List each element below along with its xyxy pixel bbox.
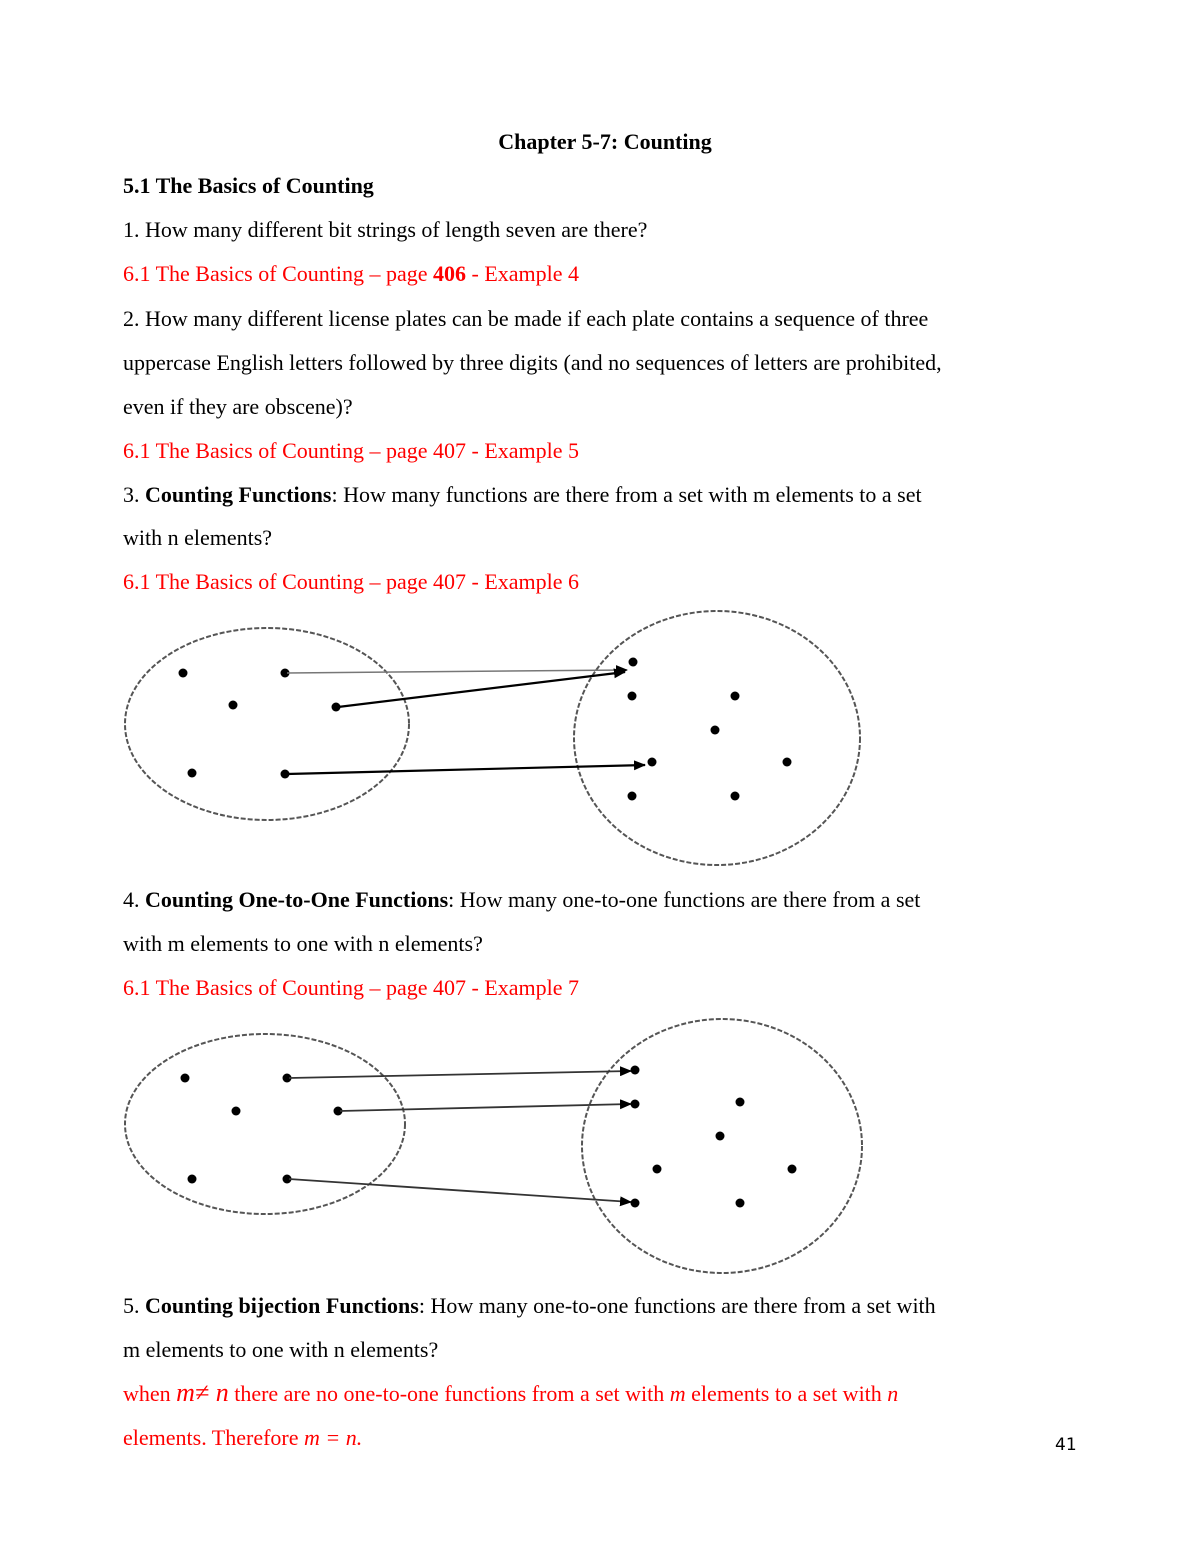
question-3-rest: : How many functions are there from a set with m elements to a set <box>331 482 922 507</box>
mapping-arrows <box>289 1071 631 1202</box>
reference-2-post: - Example 5 <box>466 438 580 463</box>
mapping-arrow <box>287 765 645 774</box>
question-4-term: Counting One-to-One Functions <box>145 887 449 912</box>
question-5-line-1 <box>123 1292 936 1320</box>
codomain-set-ellipse <box>582 1019 862 1273</box>
answer-n: n <box>887 1381 899 1406</box>
element-dot <box>731 792 740 801</box>
reference-2-pre: 6.1 The Basics of Counting – page <box>123 438 433 463</box>
question-3-number: 3. <box>123 482 145 507</box>
question-3-line-2: with n elements? <box>123 525 273 550</box>
question-4-number: 4. <box>123 887 145 912</box>
answer-mid: there are no one-to-one functions from a set with <box>228 1381 670 1406</box>
mapping-arrows <box>287 670 645 774</box>
domain-elements <box>181 1074 343 1184</box>
element-dot <box>731 692 740 701</box>
codomain-elements <box>631 1066 797 1208</box>
answer-equation: m = n. <box>304 1425 363 1450</box>
domain-elements <box>179 669 341 779</box>
reference-3-page: 407 <box>433 569 466 594</box>
reference-4 <box>123 974 579 1002</box>
element-dot <box>232 1107 241 1116</box>
question-5-term: Counting bijection Functions <box>145 1293 419 1318</box>
reference-1-page: 406 <box>433 261 466 286</box>
element-dot <box>631 1066 640 1075</box>
question-4-rest: : How many one-to-one functions are there from a set <box>448 887 921 912</box>
answer-5-line-1 <box>123 1379 898 1408</box>
answer-m: m <box>669 1381 686 1406</box>
question-4-line-2: with m elements to one with n elements? <box>123 931 483 956</box>
question-5-line-2: m elements to one with n elements? <box>123 1337 439 1362</box>
element-dot <box>783 758 792 767</box>
element-dot <box>736 1098 745 1107</box>
question-4-line-1 <box>123 886 920 914</box>
reference-1-pre: 6.1 The Basics of Counting – page <box>123 261 433 286</box>
element-dot <box>628 692 637 701</box>
mapping-arrow <box>289 1179 631 1202</box>
mapping-arrow <box>287 670 627 673</box>
element-dot <box>648 758 657 767</box>
reference-2 <box>123 437 579 465</box>
element-dot <box>788 1165 797 1174</box>
question-2-line-1: 2. How many different license plates can be made if each plate contains a sequence of three <box>123 306 929 331</box>
element-dot <box>653 1165 662 1174</box>
element-dot <box>229 701 238 710</box>
question-5-rest: : How many one-to-one functions are there from a set with <box>418 1293 936 1318</box>
element-dot <box>629 658 638 667</box>
question-2-line-3: even if they are obscene)? <box>123 394 353 419</box>
page-number: 41 <box>1055 1435 1077 1455</box>
answer-5-line-2 <box>123 1424 362 1452</box>
element-dot <box>631 1199 640 1208</box>
function-mapping-diagram <box>115 600 875 870</box>
question-1: 1. How many different bit strings of length seven are there? <box>123 217 648 242</box>
one-to-one-mapping-diagram <box>115 1010 875 1280</box>
domain-set-ellipse <box>125 1034 405 1214</box>
answer-m-neq-n: m≠ n <box>176 1378 229 1407</box>
section-title: 5.1 The Basics of Counting <box>123 173 374 198</box>
reference-4-post: - Example 7 <box>466 975 580 1000</box>
reference-3-post: - Example 6 <box>466 569 580 594</box>
element-dot <box>179 669 188 678</box>
reference-2-page: 407 <box>433 438 466 463</box>
element-dot <box>711 726 720 735</box>
codomain-elements <box>628 658 792 801</box>
reference-3 <box>123 568 579 596</box>
answer-line2-pre: elements. Therefore <box>123 1425 305 1450</box>
answer-mid2: elements to a set with <box>685 1381 888 1406</box>
mapping-arrow <box>338 672 625 707</box>
question-3-line-1 <box>123 481 922 509</box>
reference-3-pre: 6.1 The Basics of Counting – page <box>123 569 433 594</box>
element-dot <box>631 1100 640 1109</box>
answer-when: when <box>123 1381 177 1406</box>
reference-4-page: 407 <box>433 975 466 1000</box>
element-dot <box>181 1074 190 1083</box>
reference-4-pre: 6.1 The Basics of Counting – page <box>123 975 433 1000</box>
element-dot <box>736 1199 745 1208</box>
mapping-arrow <box>289 1071 631 1078</box>
element-dot <box>716 1132 725 1141</box>
question-3-term: Counting Functions <box>145 482 332 507</box>
question-2-line-2: uppercase English letters followed by three digits (and no sequences of letters are prohibited, <box>123 350 942 375</box>
codomain-set-ellipse <box>574 611 860 865</box>
reference-1-post: - Example 4 <box>466 261 580 286</box>
element-dot <box>188 769 197 778</box>
chapter-title: Chapter 5-7: Counting <box>498 129 712 154</box>
domain-set-ellipse <box>125 628 409 820</box>
element-dot <box>188 1175 197 1184</box>
element-dot <box>628 792 637 801</box>
reference-1 <box>123 260 579 288</box>
question-5-number: 5. <box>123 1293 145 1318</box>
